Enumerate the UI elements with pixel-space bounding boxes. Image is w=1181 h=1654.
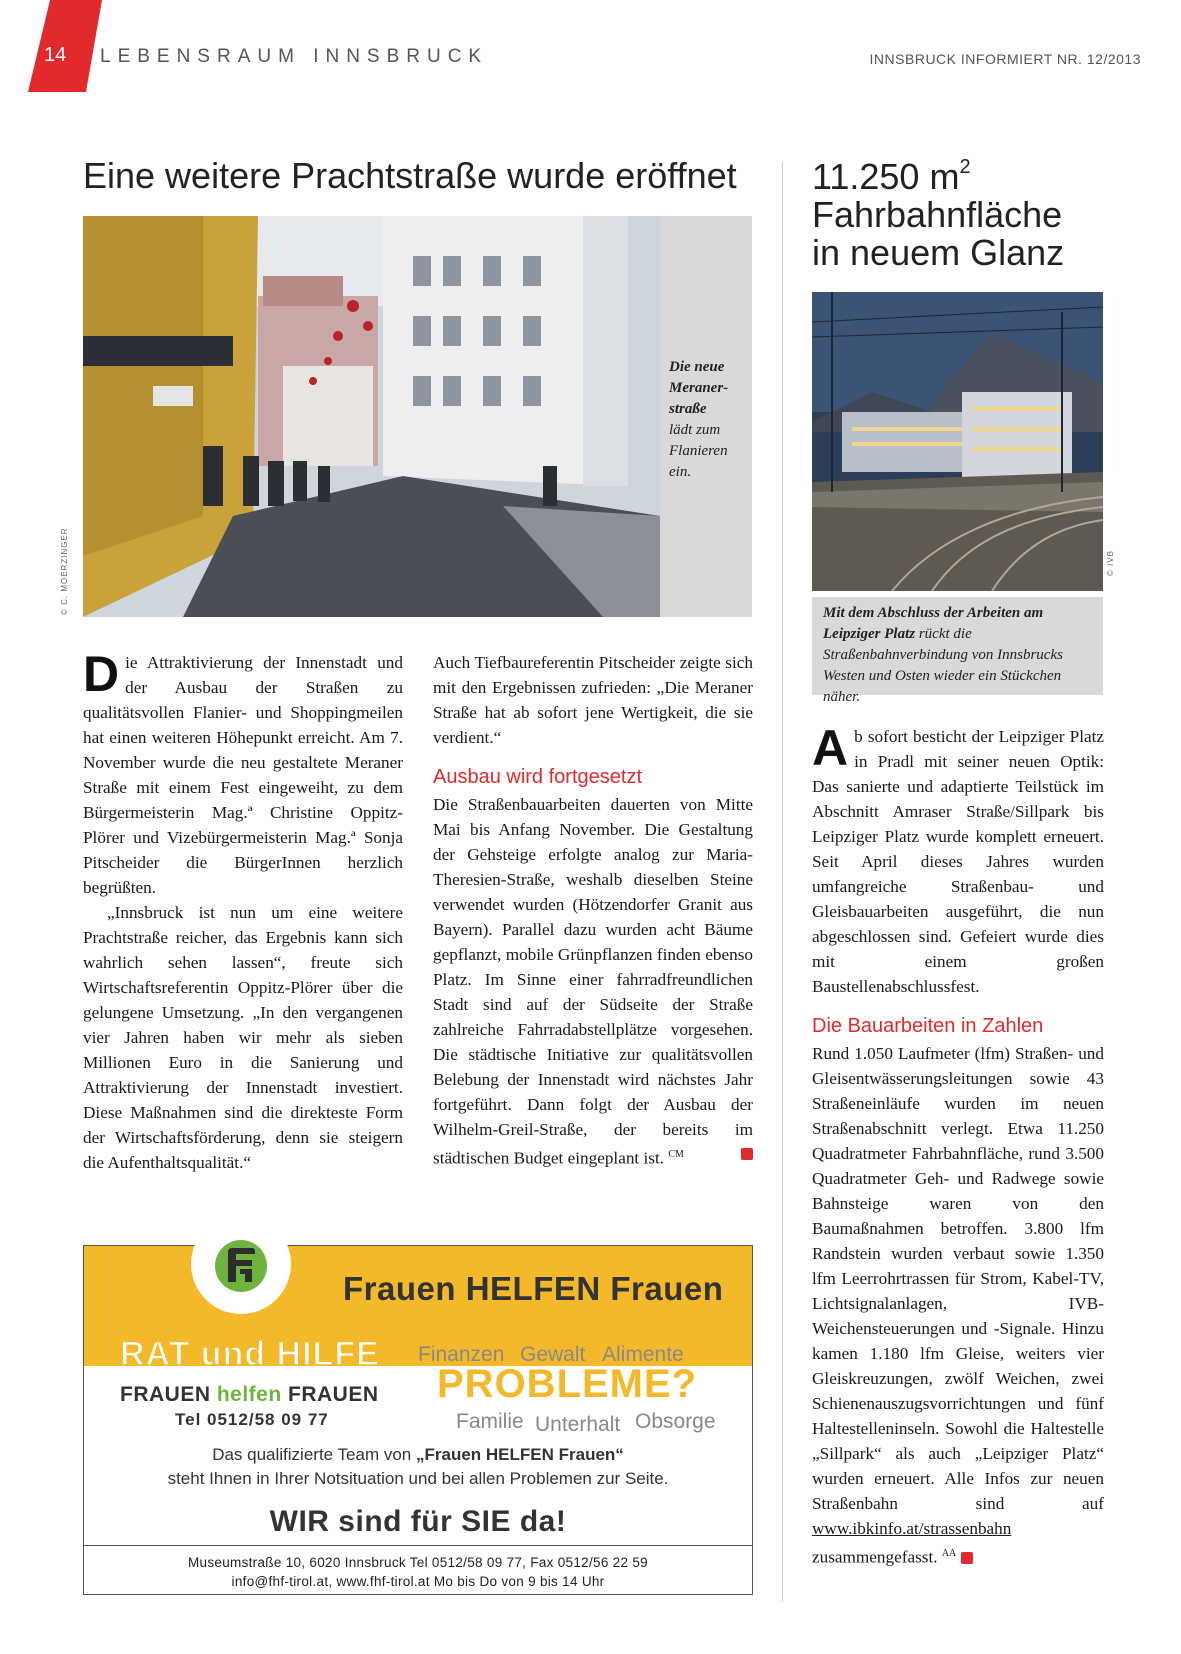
ad-topic: Alimente <box>602 1343 684 1366</box>
paragraph: Die Straßenbauarbeiten dauerten von Mitte Mai bis Anfang November. Die Gestaltung der Gehsteige erfolgte analog zur Maria-Theresien-Straße, weshalb dieselben Steine verwendet wurden (Hötzendorfer Granit aus Bayern). Parallel dazu wurden acht Bäume gepflanzt, mobile Grünpflanzen finden ebenso Platz. Im Sinne einer fahrradfreundlichen Stadt sind auf der Südseite der Straße zahlreiche Fahrradabstellplätze vorgesehen. Die städtische Initiative zur qualitätsvollen Belebung der Innenstadt wird nächstes Jahr fortgeführt. Dann folgt der Ausbau der Wilhelm-Greil-Straße, der bereits im städtischen Budget eingeplant ist. <box>433 795 753 1168</box>
headline-line: Fahrbahnfläche <box>812 194 1063 235</box>
ad-description-bold: „Frauen HELFEN Frauen“ <box>415 1445 624 1464</box>
page-number: 14 <box>44 44 67 66</box>
ad-address-line: info@fhf-tirol.at, www.fhf-tirol.at Mo bis Do von 9 bis 14 Uhr <box>231 1574 605 1589</box>
ad-divider <box>84 1545 752 1546</box>
issue-label: INNSBRUCK INFORMIERT NR. 12/2013 <box>869 51 1141 67</box>
ad-title: Frauen HELFEN Frauen <box>343 1270 724 1307</box>
main-headline: Eine weitere Prachtstraße wurde eröffnet <box>83 155 737 196</box>
subheading: Die Bauarbeiten in Zahlen <box>812 1015 1044 1037</box>
paragraph-end: zusammengefasst. <box>812 1547 938 1567</box>
ad-address-line: Museumstraße 10, 6020 Innsbruck Tel 0512/58 09 77, Fax 0512/56 22 59 <box>188 1555 648 1570</box>
meraner-strasse-photo <box>83 216 660 617</box>
headline-line: in neuem Glanz <box>812 232 1065 273</box>
paragraph: ie Attraktivierung der Innenstadt und der Ausbau der Straßen zu qualitätsvollen Flanier- und Shoppingmeilen hat einen weiteren Höhepunkt erreicht. Am 7. November wurde die neu gestaltete Meraner Straße mit einem Fest eingeweiht, zu dem Bürgermeisterin Mag.ª Christine Oppitz-Plörer und Vizebürgermeisterin Mag.ª Sonja Pitscheider die BürgerInnen herzlich begrüßten. <box>83 653 403 897</box>
tagline-part: FRAUEN <box>120 1383 217 1406</box>
ad-probleme: PROBLEME? <box>437 1362 698 1406</box>
author-initials: AA <box>941 1548 957 1559</box>
author-initials: CM <box>668 1149 684 1160</box>
ad-slogan: WIR sind für SIE da! <box>269 1505 567 1538</box>
photo-credit: © IVB <box>1106 549 1115 576</box>
photo-caption <box>669 357 751 483</box>
ad-topic: Obsorge <box>635 1410 716 1433</box>
article-column-1 <box>83 646 403 1175</box>
ad-topic: Finanzen <box>418 1343 505 1366</box>
section-title: LEBENSRAUM INNSBRUCK <box>100 46 489 67</box>
photo-credit: © C. MOERZINGER <box>60 527 69 615</box>
ad-tagline <box>120 1383 379 1407</box>
strassenbahn-link[interactable]: www.ibkinfo.at/strassenbahn <box>812 1519 1012 1538</box>
column-divider <box>782 162 783 1602</box>
ad-phone: Tel 0512/58 09 77 <box>175 1410 329 1429</box>
paragraph: b sofort besticht der Leipziger Platz in Pradl mit seiner neuen Optik: Das sanierte und adaptierte Teilstück im Abschnitt Amraser Straße/Sillpark bis Leipziger Platz wurde komplett erneuert. Seit April dieses Jahres wurden umfangreiche Straßenbau- und Gleisbauarbeiten ausgeführt, die nun abgeschlossen sind. Gefeiert wurde dies mit einem großen Baustellenabschlussfest. <box>812 727 1104 996</box>
ad-rat-und-hilfe: RAT und HILFE <box>120 1335 380 1373</box>
tagline-highlight: helfen <box>216 1383 282 1406</box>
caption-text: lädt zum Flanieren ein. <box>669 422 728 480</box>
ad-description-text: steht Ihnen in Ihrer Notsituation und bei allen Problemen zur Seite. <box>167 1469 669 1488</box>
caption-bold: Mit dem Abschluss der Arbeiten am Leipziger Platz <box>823 605 1044 642</box>
superscript: 2 <box>959 156 971 178</box>
article-column-2 <box>433 650 753 1171</box>
side-headline <box>812 158 1064 272</box>
photo-caption <box>823 603 1099 708</box>
subheading: Ausbau wird fortgesetzt <box>433 766 642 788</box>
tagline-part: FRAUEN <box>281 1383 379 1406</box>
drop-cap: A <box>812 720 849 776</box>
end-mark-icon <box>961 1552 973 1564</box>
ad-topic: Unterhalt <box>535 1413 621 1436</box>
article-column-3 <box>812 720 1104 1570</box>
caption-text: rückt die Straßenbahnverbindung von Innsbrucks Westen und Osten wieder ein Stückchen näher. <box>823 626 1063 705</box>
paragraph: Auch Tiefbaureferentin Pitscheider zeigte sich mit den Ergebnissen zufrieden: „Die Meraner Straße hat ab sofort jene Wertigkeit, die sie verdient.“ <box>433 653 753 747</box>
ad-logo-icon <box>224 1246 258 1284</box>
paragraph: „Innsbruck ist nun um eine weitere Prachtstraße reicher, das Ergebnis kann sich wahrlich sehen lassen“, freute sich Wirtschaftsreferentin Oppitz-Plörer über die gelungene Umsetzung. „In den vergangenen vier Jahren haben wir mehr als sieben Millionen Euro in die Sanierung und Attraktivierung der Innenstadt investiert. Diese Maßnahmen sind die direkteste Form der Wirtschaftsförderung, denn sie steigern die Aufenthaltsqualität.“ <box>83 903 403 1172</box>
leipziger-platz-photo <box>812 292 1103 591</box>
ad-description-text: Das qualifizierte Team von <box>212 1445 416 1464</box>
end-mark-icon <box>741 1148 753 1160</box>
drop-cap: D <box>83 646 120 702</box>
ad-topic: Familie <box>456 1410 524 1433</box>
ad-topic: Gewalt <box>520 1343 586 1366</box>
headline-line: 11.250 m <box>812 156 960 197</box>
ad-description <box>84 1443 752 1491</box>
ad-address <box>84 1553 752 1591</box>
paragraph: Rund 1.050 Laufmeter (lfm) Straßen- und Gleisentwässerungsleitungen sowie 43 Straßeneinläufe wurden im neuen Straßenabschnitt verlegt. Etwa 11.250 Quadratmeter Fahrbahnfläche, rund 3.500 Quadratmeter Geh- und Radwege sowie Bahnsteige waren von den Baumaßnahmen betroffen. 3.800 lfm Randstein wurden verbaut sowie 1.350 lfm Leerrohrtrassen für Strom, Kabel-TV, Lichtsignalanlagen, IVB-Weichensteuerungen und -Signale. Hinzu kamen 1.180 lfm Gleise, weiters vier Gleiskreuzungen, zwölf Weichen, zwei Schienenauszugsvorrichtungen und fünf Haltestelleninseln. Sowohl die Haltestelle „Sillpark“ als auch „Leipziger Platz“ wurden erneuert. Alle Infos zur neuen Straßenbahn sind auf <box>812 1044 1104 1513</box>
caption-bold: Die neue Meraner-straße <box>669 359 729 417</box>
